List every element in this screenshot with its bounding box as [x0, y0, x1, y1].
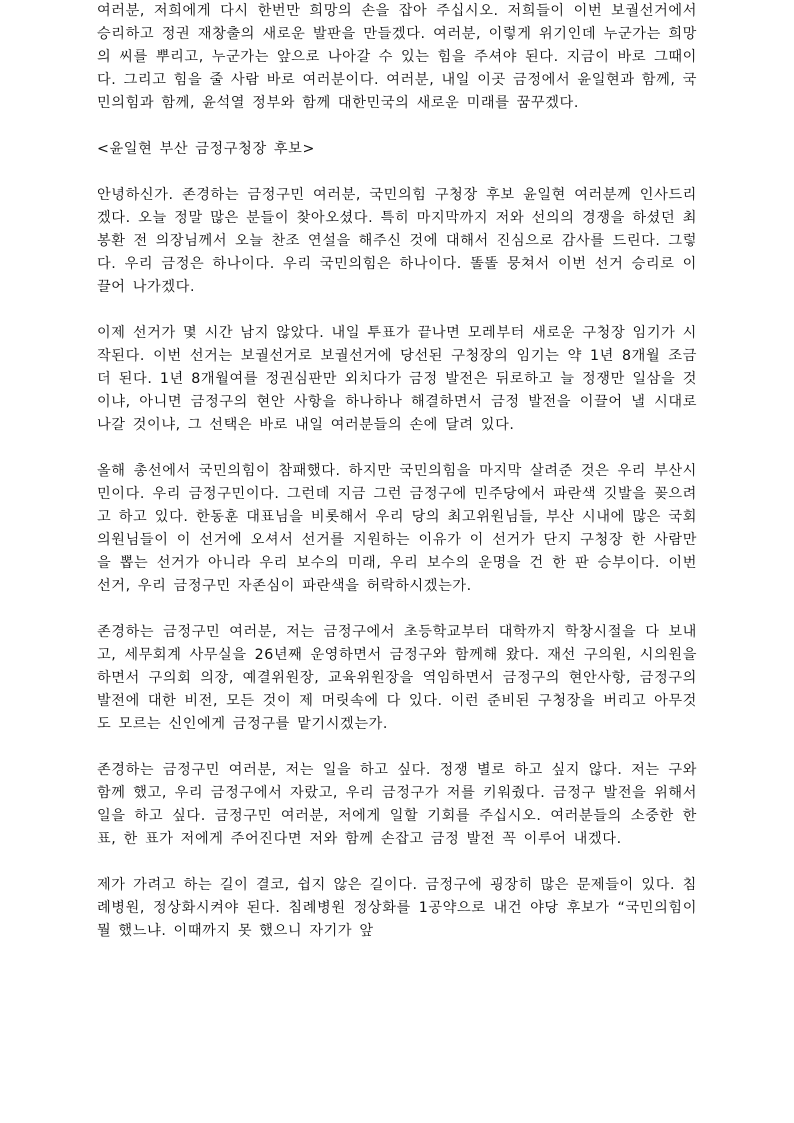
paragraph-wish-to-work: 존경하는 금정구민 여러분, 저는 일을 하고 싶다. 정쟁 별로 하고 싶지 않다. 저는 구와 함께 했고, 우리 금정구에서 자랐고, 우리 금정구가 저를 키워줬다. 금정구 발전을 위해서 일을 하고 싶다. 금정구민 여러분, 저에게 일할 기회를 주십시오. 여러분들의 소중한 한 표, 한 표가 저에게 주어진다면 저와 함께 손잡고 금정 발전 꼭 이루어 내겠다. [97, 762, 697, 847]
paragraph-closing-appeal: 여러분, 저희에게 다시 한번만 희망의 손을 잡아 주십시오. 저희들이 이번 보궐선거에서 승리하고 정권 재창출의 새로운 발판을 만들겠다. 여러분, 이렇게 위기인데 누군가는 희망의 씨를 뿌리고, 누군가는 앞으로 나아갈 수 있는 힘을 주셔야 된다. 지금이 바로 그때이다. 그리고 힘을 줄 사람 바로 여러분이다. 여러분, 내일 이곳 금정에서 윤일현과 함께, 국민의힘과 함께, 윤석열 정부와 함께 대한민국의 새로운 미래를 꿈꾸겠다. [97, 3, 697, 111]
section-heading-candidate: <윤일현 부산 금정구청장 후보> [97, 141, 315, 157]
paragraph-hospital-issue: 제가 가려고 하는 길이 결코, 쉽지 않은 길이다. 금정구에 굉장히 많은 문제들이 있다. 침례병원, 정상화시켜야 된다. 침례병원 정상화를 1공약으로 내건 야당 후보가 “국민의힘이 뭘 했느냐. 이때까지 못 했으니 자기가 앞 [97, 877, 697, 939]
paragraph-general-election: 올해 총선에서 국민의힘이 참패했다. 하지만 국민의힘을 마지막 살려준 것은 우리 부산시민이다. 우리 금정구민이다. 그런데 지금 그런 금정구에 민주당에서 파란색 깃발을 꽂으려고 하고 있다. 한동훈 대표님을 비롯해서 우리 당의 최고위원님들, 부산 시내에 많은 국회의원님들이 이 선거에 오셔서 선거를 지원하는 이유가 이 선거가 단지 구청장 한 사람만을 뽑는 선거가 아니라 우리 보수의 미래, 우리 보수의 운명을 건 한 판 승부이다. 이번 선거, 우리 금정구민 자존심이 파란색을 허락하시겠는가. [97, 463, 697, 594]
document-page [97, 0, 697, 966]
paragraph-greeting: 안녕하신가. 존경하는 금정구민 여러분, 국민의힘 구청장 후보 윤일현 여러분께 인사드리겠다. 오늘 정말 많은 분들이 찾아오셨다. 특히 마지막까지 저와 선의의 경쟁을 하셨던 최봉환 전 의장님께서 오늘 찬조 연설을 해주신 것에 대해서 진심으로 감사를 드린다. 그렇다. 우리 금정은 하나이다. 우리 국민의힘은 하나이다. 똘똘 뭉쳐서 이번 선거 승리로 이끌어 나가겠다. [97, 187, 697, 295]
paragraph-career: 존경하는 금정구민 여러분, 저는 금정구에서 초등학교부터 대학까지 학창시절을 다 보내고, 세무회계 사무실을 26년째 운영하면서 금정구와 함께해 왔다. 재선 구의원, 시의원을 하면서 구의회 의장, 예결위원장, 교육위원장을 역임하면서 금정구의 현안사항, 금정구의 발전에 대한 비전, 모든 것이 제 머릿속에 다 있다. 이런 준비된 구청장을 버리고 아무것도 모르는 신인에게 금정구를 맡기시겠는가. [97, 624, 697, 732]
paragraph-election-term: 이제 선거가 몇 시간 남지 않았다. 내일 투표가 끝나면 모레부터 새로운 구청장 임기가 시작된다. 이번 선거는 보궐선거로 보궐선거에 당선된 구청장의 임기는 약 1년 8개월 조금 더 된다. 1년 8개월여를 정권심판만 외치다가 금정 발전은 뒤로하고 늘 정쟁만 일삼을 것이냐, 아니면 금정구의 현안 사항을 하나하나 해결하면서 금정 발전을 이끌어 낼 시대로 나갈 것이냐, 그 선택은 바로 내일 여러분들의 손에 달려 있다. [97, 325, 697, 433]
